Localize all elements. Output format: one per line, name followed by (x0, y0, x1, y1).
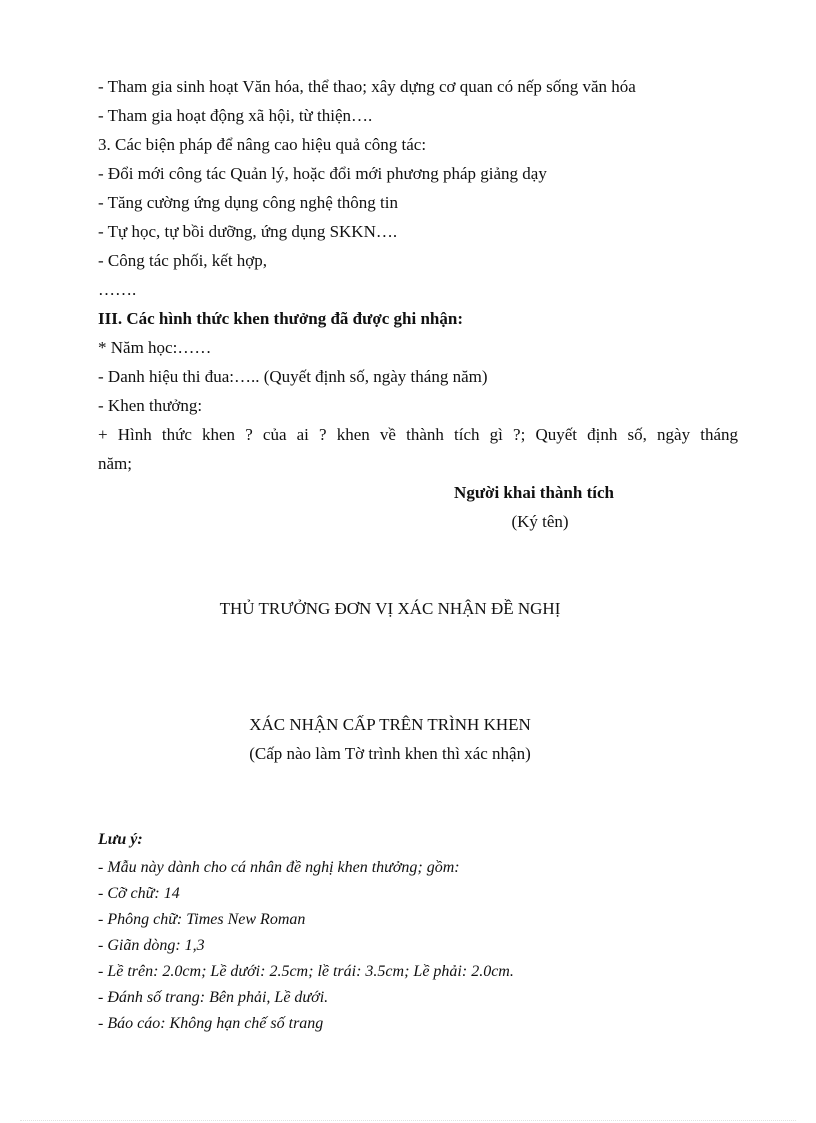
note-item: - Mẫu này dành cho cá nhân đề nghị khen thưởng; gồm: (98, 859, 460, 876)
note-item: - Lề trên: 2.0cm; Lề dưới: 2.5cm; lề trái: 3.5cm; Lề phải: 2.0cm. (98, 963, 514, 980)
ellipsis-line: ……. (98, 280, 137, 299)
measure-it-line: - Tăng cường ứng dụng công nghệ thông tin (98, 193, 399, 212)
page-bottom-divider (20, 1120, 796, 1121)
declarant-signature-title: Người khai thành tích (454, 483, 614, 502)
superior-confirmation-note: (Cấp nào làm Tờ trình khen thì xác nhận) (249, 744, 531, 763)
measure-self-study-line: - Tự học, tự bồi dưỡng, ứng dụng SKKN…. (98, 222, 398, 241)
section-three-heading: III. Các hình thức khen thưởng đã được ghi nhận: (98, 309, 463, 328)
declarant-signature-note: (Ký tên) (511, 512, 569, 531)
reward-detail-line-continued: năm; (98, 454, 132, 473)
note-item: - Cỡ chữ: 14 (98, 885, 180, 902)
measure-innovation-line: - Đổi mới công tác Quản lý, hoặc đổi mới phương pháp giảng dạy (98, 164, 547, 183)
activity-culture-line: - Tham gia sinh hoạt Văn hóa, thể thao; xây dựng cơ quan có nếp sống văn hóa (98, 77, 636, 96)
measures-heading: 3. Các biện pháp để nâng cao hiệu quả công tác: (98, 135, 427, 154)
notes-heading: Lưu ý: (98, 831, 143, 848)
note-item: - Giãn dòng: 1,3 (98, 937, 205, 954)
note-item: - Báo cáo: Không hạn chế số trang (98, 1015, 324, 1032)
school-year-line: * Năm học:…… (98, 338, 212, 357)
superior-confirmation-title: XÁC NHẬN CẤP TRÊN TRÌNH KHEN (249, 715, 531, 734)
note-item: - Đánh số trang: Bên phải, Lề dưới. (98, 989, 329, 1006)
reward-line: - Khen thưởng: (98, 396, 203, 415)
activity-social-line: - Tham gia hoạt động xã hội, từ thiện…. (98, 106, 373, 125)
measure-coordination-line: - Công tác phối, kết hợp, (98, 251, 268, 270)
unit-head-confirmation: THỦ TRƯỞNG ĐƠN VỊ XÁC NHẬN ĐỀ NGHỊ (219, 599, 561, 618)
note-item: - Phông chữ: Times New Roman (98, 911, 306, 928)
reward-detail-line: + Hình thức khen ? của ai ? khen về thành tích gì ?; Quyết định số, ngày tháng (98, 425, 738, 444)
emulation-title-line: - Danh hiệu thi đua:….. (Quyết định số, ngày tháng năm) (98, 367, 488, 386)
